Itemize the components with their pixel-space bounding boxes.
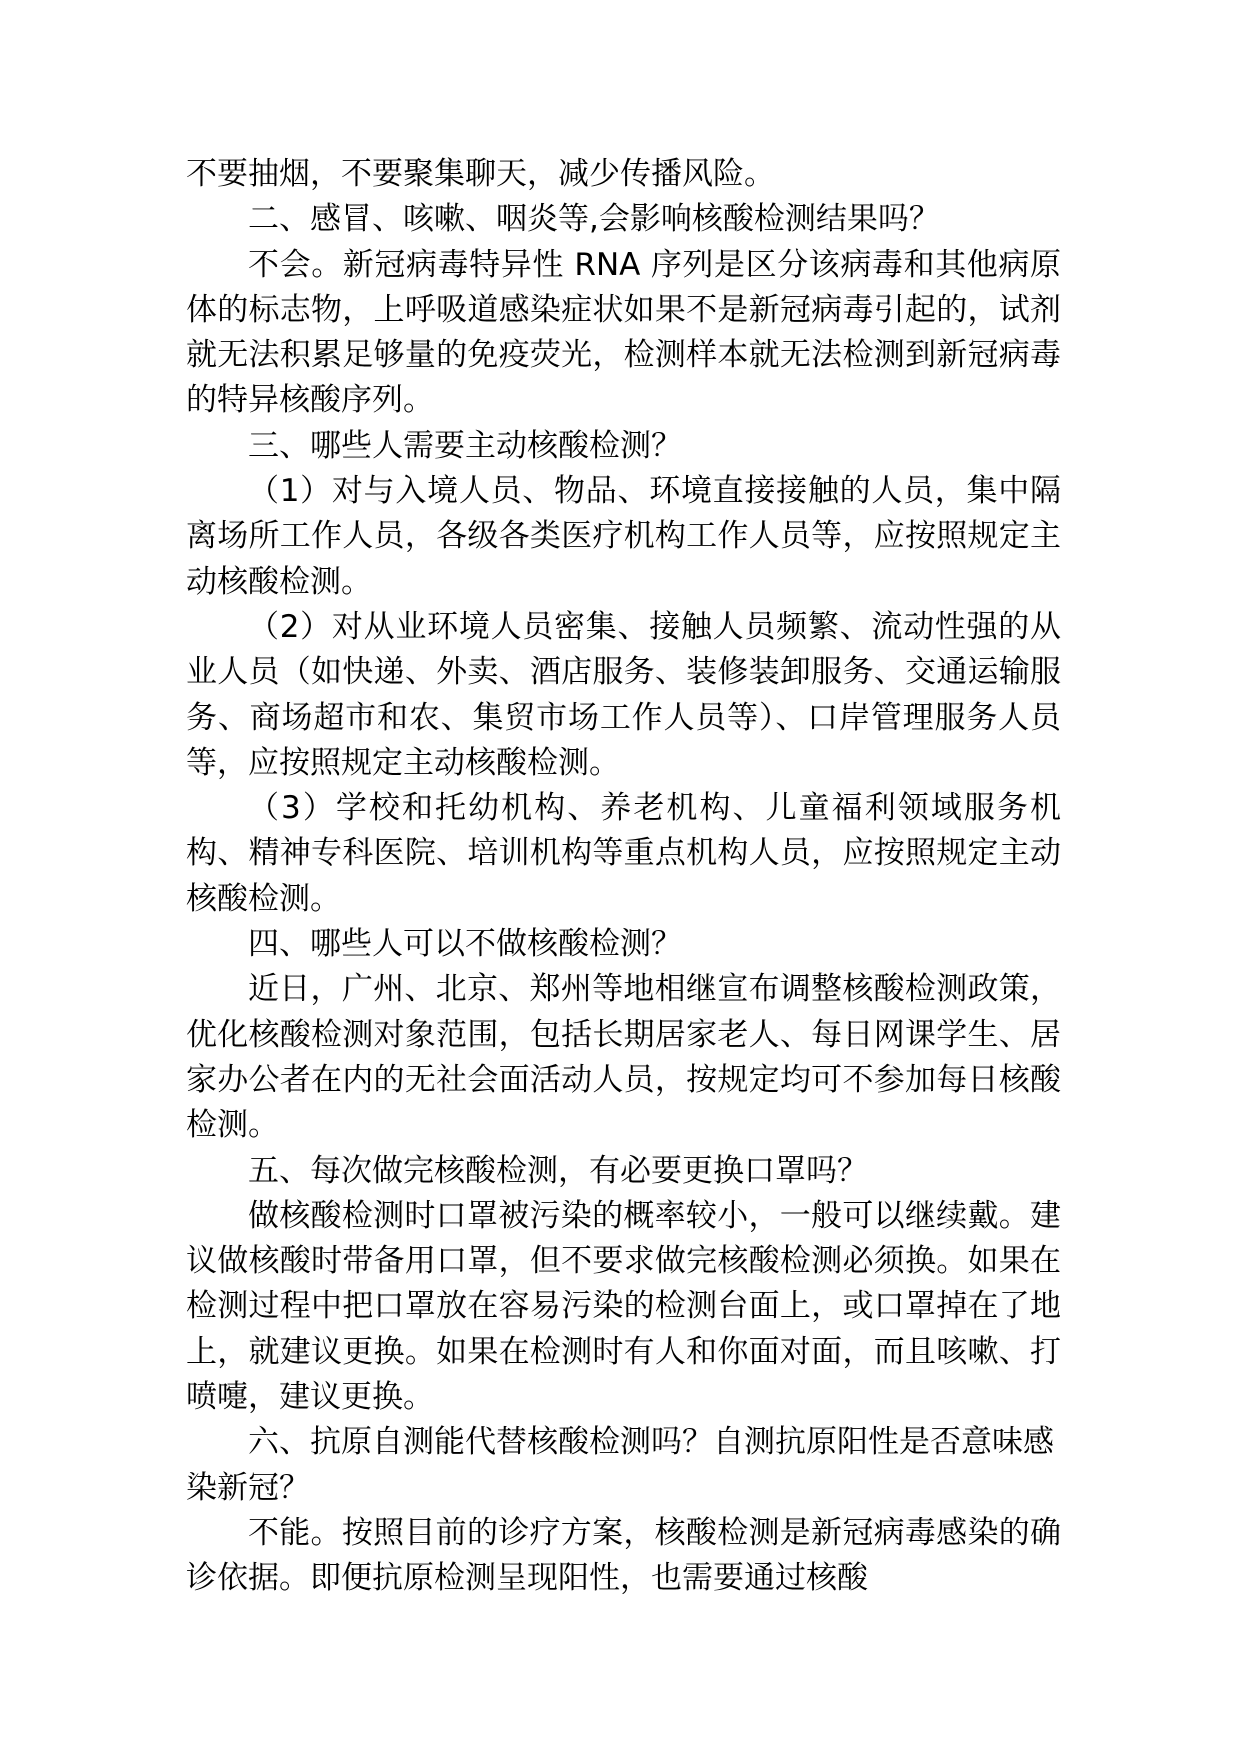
question-heading-6: 六、抗原自测能代替核酸检测吗？自测抗原阳性是否意味感染新冠？: [186, 1424, 1054, 1506]
answer-paragraph-2: 不会。新冠病毒特异性 RNA 序列是区分该病毒和其他病原体的标志物，上呼吸道感染症状如果不是新冠病毒引起的，试剂就无法积累足够量的免疫荧光，检测样本就无法检测到新冠病毒的特异核酸序列。: [186, 246, 1061, 419]
question-heading-4: 四、哪些人可以不做核酸检测？: [248, 926, 682, 963]
question-heading-3: 三、哪些人需要主动核酸检测？: [248, 427, 682, 464]
answer-paragraph-3-item-3: （3）学校和托幼机构、养老机构、儿童福利领域服务机构、精神专科医院、培训机构等重点机构人员，应按照规定主动核酸检测。: [186, 790, 1061, 917]
document-page: [186, 152, 1061, 1602]
question-heading-5: 五、每次做完核酸检测，有必要更换口罩吗？: [248, 1152, 868, 1189]
answer-paragraph-3-item-1: （1）对与入境人员、物品、环境直接接触的人员，集中隔离场所工作人员，各级各类医疗机构工作人员等，应按照规定主动核酸检测。: [186, 473, 1061, 600]
answer-paragraph-6: 不能。按照目前的诊疗方案，核酸检测是新冠病毒感染的确诊依据。即便抗原检测呈现阳性，也需要通过核酸: [186, 1514, 1061, 1597]
question-heading-2: 二、感冒、咳嗽、咽炎等,会影响核酸检测结果吗？: [248, 201, 940, 238]
paragraph-continuation: 不要抽烟，不要聚集聊天，减少传播风险。: [186, 156, 775, 192]
answer-paragraph-5: 做核酸检测时口罩被污染的概率较小，一般可以继续戴。建议做核酸时带备用口罩，但不要求做完核酸检测必须换。如果在检测过程中把口罩放在容易污染的检测台面上，或口罩掉在了地上，就建议更换。如果在检测时有人和你面对面，而且咳嗽、打喷嚏，建议更换。: [186, 1197, 1061, 1416]
answer-paragraph-4: 近日，广州、北京、郑州等地相继宣布调整核酸检测政策，优化核酸检测对象范围，包括长期居家老人、每日网课学生、居家办公者在内的无社会面活动人员，按规定均可不参加每日核酸检测。: [186, 971, 1061, 1144]
answer-paragraph-3-item-2: （2）对从业环境人员密集、接触人员频繁、流动性强的从业人员（如快递、外卖、酒店服务、装修装卸服务、交通运输服务、商场超市和农、集贸市场工作人员等）、口岸管理服务人员等，应按照规定主动核酸检测。: [186, 608, 1061, 781]
